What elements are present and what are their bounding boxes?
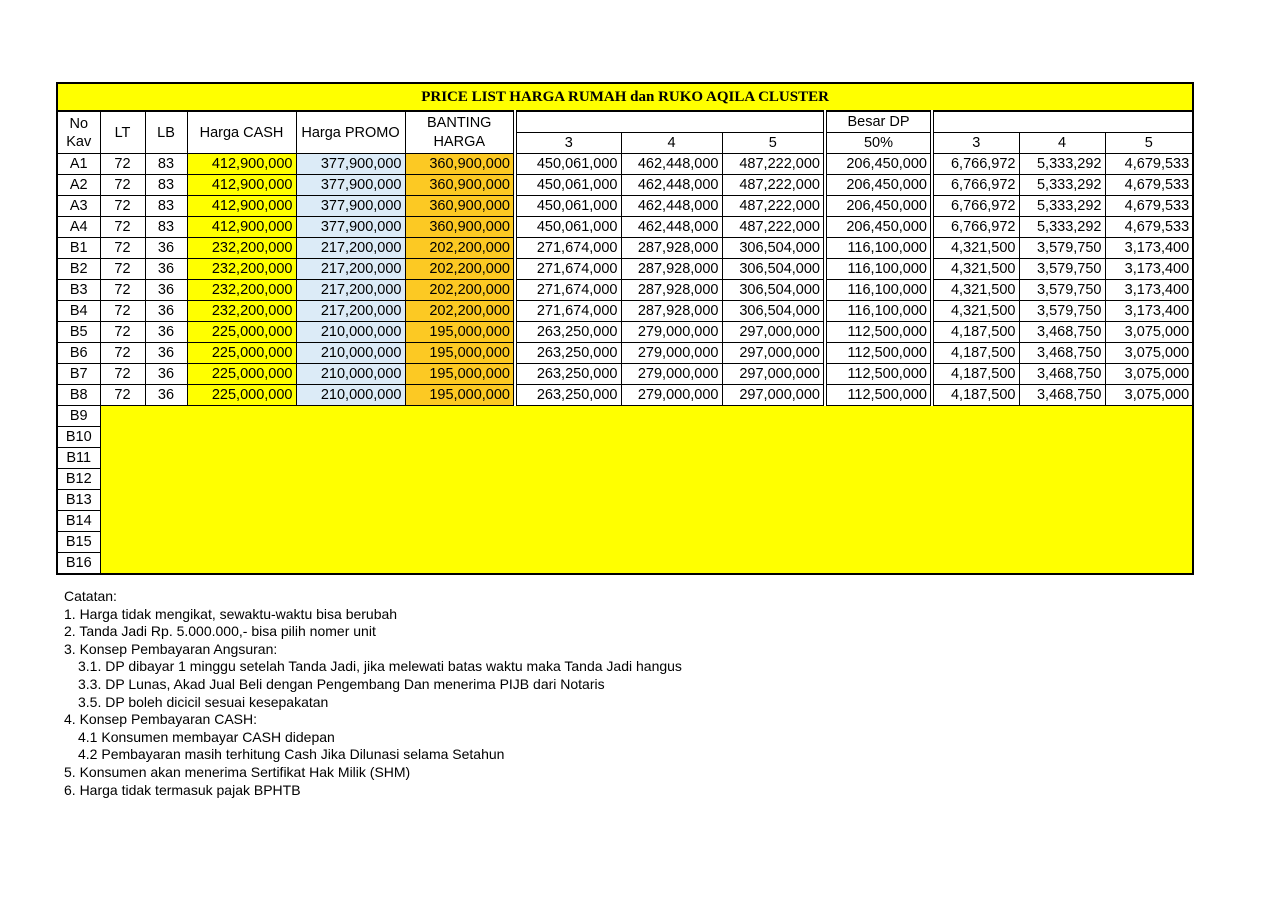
cell-besar-dp: 112,500,000 [825, 385, 932, 406]
note-item: 4.1 Konsumen membayar CASH didepan [78, 728, 335, 745]
cell-besar-dp: 116,100,000 [825, 301, 932, 322]
header-lb: LB [145, 111, 187, 154]
cell-banting-harga: 360,900,000 [405, 196, 515, 217]
table-row [57, 217, 1193, 238]
cell-harga-promo: 377,900,000 [296, 196, 405, 217]
cell-angsuran-b-5: 3,173,400 [1105, 280, 1193, 301]
cell-angsuran-b-5: 3,075,000 [1105, 385, 1193, 406]
cell-angsuran-a-5: 297,000,000 [722, 364, 825, 385]
note-item: 4. Konsep Pembayaran CASH: [64, 711, 257, 728]
cell-angsuran-a-3: 263,250,000 [515, 322, 621, 343]
cell-lt: 72 [100, 175, 145, 196]
cell-banting-harga: 360,900,000 [405, 154, 515, 175]
header-no-kav [57, 111, 100, 154]
cell-angsuran-b-5: 3,075,000 [1105, 343, 1193, 364]
cell-angsuran-b-3: 4,187,500 [932, 385, 1019, 406]
table-row [57, 175, 1193, 196]
table-title: PRICE LIST HARGA RUMAH dan RUKO AQILA CLUSTER [57, 83, 1193, 111]
cell-angsuran-b-5: 3,173,400 [1105, 238, 1193, 259]
cell-harga-promo: 210,000,000 [296, 343, 405, 364]
cell-angsuran-b-5: 4,679,533 [1105, 217, 1193, 238]
header-lt: LT [100, 111, 145, 154]
cell-harga-cash: 232,200,000 [187, 238, 296, 259]
cell-angsuran-a-3: 271,674,000 [515, 238, 621, 259]
cell-angsuran-b-4: 3,468,750 [1019, 385, 1105, 406]
cell-lt: 72 [100, 364, 145, 385]
cell-angsuran-b-3: 4,321,500 [932, 301, 1019, 322]
notes-heading: Catatan: [64, 588, 117, 604]
note-item: 4.2 Pembayaran masih terhitung Cash Jika Dilunasi selama Setahun [78, 746, 505, 763]
cell-angsuran-a-3: 263,250,000 [515, 385, 621, 406]
cell-angsuran-a-4: 287,928,000 [621, 301, 722, 322]
cell-angsuran-a-4: 462,448,000 [621, 154, 722, 175]
note-item: 1. Harga tidak mengikat, sewaktu-waktu bisa berubah [64, 605, 398, 622]
cell-banting-harga: 202,200,000 [405, 301, 515, 322]
header-banting-line2: HARGA [433, 133, 486, 150]
cell-harga-cash: 225,000,000 [187, 385, 296, 406]
cell-harga-cash: 412,900,000 [187, 196, 296, 217]
cell-kav: B1 [57, 238, 100, 259]
cell-harga-cash: 232,200,000 [187, 301, 296, 322]
cell-lt: 72 [100, 322, 145, 343]
cell-harga-cash: 412,900,000 [187, 175, 296, 196]
price-list-sheet [56, 82, 1192, 575]
cell-kav: B7 [57, 364, 100, 385]
cell-angsuran-b-4: 3,579,750 [1019, 238, 1105, 259]
cell-banting-harga: 195,000,000 [405, 343, 515, 364]
cell-harga-promo: 217,200,000 [296, 238, 405, 259]
cell-angsuran-a-3: 450,061,000 [515, 154, 621, 175]
cell-angsuran-a-4: 279,000,000 [621, 343, 722, 364]
cell-angsuran-a-5: 306,504,000 [722, 301, 825, 322]
cell-kav: B13 [57, 490, 100, 511]
table-row [57, 343, 1193, 364]
cell-angsuran-a-5: 306,504,000 [722, 259, 825, 280]
cell-angsuran-b-4: 5,333,292 [1019, 175, 1105, 196]
cell-angsuran-b-5: 3,075,000 [1105, 364, 1193, 385]
header-tenor-b-3: 3 [932, 133, 1019, 154]
cell-angsuran-b-3: 4,187,500 [932, 322, 1019, 343]
cell-besar-dp: 112,500,000 [825, 322, 932, 343]
cell-lt: 72 [100, 385, 145, 406]
cell-angsuran-a-3: 263,250,000 [515, 343, 621, 364]
cell-kav: B14 [57, 511, 100, 532]
cell-banting-harga: 360,900,000 [405, 217, 515, 238]
cell-harga-cash: 412,900,000 [187, 217, 296, 238]
cell-besar-dp: 116,100,000 [825, 259, 932, 280]
table-row [57, 322, 1193, 343]
cell-angsuran-a-4: 287,928,000 [621, 259, 722, 280]
cell-lt: 72 [100, 259, 145, 280]
cell-kav: B8 [57, 385, 100, 406]
table-row [57, 259, 1193, 280]
cell-angsuran-b-5: 4,679,533 [1105, 154, 1193, 175]
header-tenor-b-4: 4 [1019, 133, 1105, 154]
cell-banting-harga: 202,200,000 [405, 238, 515, 259]
cell-angsuran-b-4: 5,333,292 [1019, 217, 1105, 238]
cell-angsuran-b-4: 3,468,750 [1019, 364, 1105, 385]
cell-besar-dp: 206,450,000 [825, 154, 932, 175]
cell-harga-cash: 225,000,000 [187, 343, 296, 364]
cell-angsuran-b-5: 3,173,400 [1105, 301, 1193, 322]
cell-besar-dp: 112,500,000 [825, 343, 932, 364]
header-harga-cash: Harga CASH [187, 111, 296, 154]
cell-angsuran-a-3: 271,674,000 [515, 301, 621, 322]
cell-kav: B15 [57, 532, 100, 553]
cell-angsuran-a-5: 487,222,000 [722, 154, 825, 175]
cell-kav: B11 [57, 448, 100, 469]
cell-angsuran-a-3: 450,061,000 [515, 196, 621, 217]
cell-angsuran-a-4: 462,448,000 [621, 196, 722, 217]
cell-angsuran-b-4: 5,333,292 [1019, 154, 1105, 175]
cell-harga-promo: 210,000,000 [296, 385, 405, 406]
header-besar-dp-percent: 50% [825, 133, 932, 154]
header-tenor-a-4: 4 [621, 133, 722, 154]
cell-harga-promo: 377,900,000 [296, 217, 405, 238]
cell-lt: 72 [100, 343, 145, 364]
table-row [57, 301, 1193, 322]
cell-kav: B12 [57, 469, 100, 490]
header-harga-promo: Harga PROMO [296, 111, 405, 154]
cell-banting-harga: 202,200,000 [405, 259, 515, 280]
cell-angsuran-b-3: 6,766,972 [932, 217, 1019, 238]
cell-angsuran-b-3: 4,187,500 [932, 364, 1019, 385]
note-item: 3.3. DP Lunas, Akad Jual Beli dengan Pengembang Dan menerima PIJB dari Notaris [78, 675, 605, 692]
cell-angsuran-a-4: 279,000,000 [621, 322, 722, 343]
cell-angsuran-a-4: 279,000,000 [621, 364, 722, 385]
cell-angsuran-a-4: 279,000,000 [621, 385, 722, 406]
cell-angsuran-b-3: 4,321,500 [932, 280, 1019, 301]
cell-lt: 72 [100, 280, 145, 301]
price-table [56, 82, 1194, 575]
cell-lb: 36 [145, 385, 187, 406]
table-row [57, 154, 1193, 175]
cell-harga-promo: 377,900,000 [296, 154, 405, 175]
header-tenor-b-5: 5 [1105, 133, 1193, 154]
cell-angsuran-a-3: 271,674,000 [515, 259, 621, 280]
cell-lb: 83 [145, 154, 187, 175]
table-row [57, 364, 1193, 385]
cell-angsuran-a-4: 287,928,000 [621, 238, 722, 259]
empty-units-fill [100, 406, 1193, 575]
cell-lt: 72 [100, 301, 145, 322]
header-tenor-a-5: 5 [722, 133, 825, 154]
cell-angsuran-a-4: 462,448,000 [621, 175, 722, 196]
cell-angsuran-b-3: 4,321,500 [932, 238, 1019, 259]
table-row [57, 196, 1193, 217]
header-tenor-a-group [515, 111, 825, 133]
cell-angsuran-b-4: 3,579,750 [1019, 280, 1105, 301]
header-banting-line1: BANTING [427, 114, 492, 131]
table-row [57, 238, 1193, 259]
cell-banting-harga: 195,000,000 [405, 385, 515, 406]
cell-angsuran-b-4: 3,468,750 [1019, 343, 1105, 364]
cell-harga-promo: 217,200,000 [296, 280, 405, 301]
cell-harga-promo: 210,000,000 [296, 322, 405, 343]
cell-kav: A4 [57, 217, 100, 238]
header-besar-dp: Besar DP [825, 111, 932, 133]
cell-kav: B5 [57, 322, 100, 343]
cell-angsuran-a-3: 271,674,000 [515, 280, 621, 301]
cell-angsuran-a-5: 297,000,000 [722, 322, 825, 343]
cell-harga-promo: 217,200,000 [296, 301, 405, 322]
note-item: 3.1. DP dibayar 1 minggu setelah Tanda Jadi, jika melewati batas waktu maka Tanda Jadi hangus [78, 658, 682, 675]
note-item: 3. Konsep Pembayaran Angsuran: [64, 640, 278, 657]
cell-harga-promo: 210,000,000 [296, 364, 405, 385]
header-no-kav-line1: No [69, 115, 89, 132]
cell-angsuran-a-3: 450,061,000 [515, 175, 621, 196]
cell-angsuran-b-4: 3,579,750 [1019, 301, 1105, 322]
note-item: 2. Tanda Jadi Rp. 5.000.000,- bisa pilih nomer unit [64, 623, 376, 640]
cell-angsuran-a-5: 487,222,000 [722, 196, 825, 217]
table-row-empty [57, 406, 1193, 427]
cell-angsuran-a-5: 306,504,000 [722, 280, 825, 301]
cell-lb: 36 [145, 238, 187, 259]
cell-kav: B10 [57, 427, 100, 448]
cell-besar-dp: 116,100,000 [825, 238, 932, 259]
note-item: 3.5. DP boleh dicicil sesuai kesepakatan [78, 693, 329, 710]
cell-angsuran-b-4: 3,468,750 [1019, 322, 1105, 343]
cell-kav: A3 [57, 196, 100, 217]
cell-harga-cash: 412,900,000 [187, 154, 296, 175]
cell-angsuran-b-5: 3,173,400 [1105, 259, 1193, 280]
header-no-kav-line2: Kav [66, 133, 92, 150]
cell-angsuran-a-3: 263,250,000 [515, 364, 621, 385]
cell-harga-cash: 225,000,000 [187, 364, 296, 385]
cell-angsuran-b-5: 4,679,533 [1105, 196, 1193, 217]
cell-lt: 72 [100, 154, 145, 175]
cell-angsuran-b-3: 6,766,972 [932, 175, 1019, 196]
cell-lt: 72 [100, 196, 145, 217]
cell-kav: B3 [57, 280, 100, 301]
cell-lb: 36 [145, 364, 187, 385]
cell-harga-cash: 225,000,000 [187, 322, 296, 343]
cell-harga-cash: 232,200,000 [187, 280, 296, 301]
cell-besar-dp: 116,100,000 [825, 280, 932, 301]
cell-kav: B4 [57, 301, 100, 322]
cell-angsuran-a-4: 462,448,000 [621, 217, 722, 238]
cell-lt: 72 [100, 217, 145, 238]
cell-angsuran-a-5: 487,222,000 [722, 175, 825, 196]
cell-kav: A2 [57, 175, 100, 196]
cell-lb: 36 [145, 259, 187, 280]
cell-lb: 83 [145, 217, 187, 238]
cell-besar-dp: 206,450,000 [825, 175, 932, 196]
cell-angsuran-a-5: 297,000,000 [722, 343, 825, 364]
cell-angsuran-a-3: 450,061,000 [515, 217, 621, 238]
note-item: 5. Konsumen akan menerima Sertifikat Hak Milik (SHM) [64, 763, 411, 780]
cell-banting-harga: 195,000,000 [405, 322, 515, 343]
cell-lb: 36 [145, 322, 187, 343]
table-row [57, 385, 1193, 406]
cell-kav: B2 [57, 259, 100, 280]
cell-angsuran-b-3: 4,321,500 [932, 259, 1019, 280]
cell-angsuran-b-3: 4,187,500 [932, 343, 1019, 364]
header-tenor-b-group [932, 111, 1193, 133]
cell-angsuran-b-5: 4,679,533 [1105, 175, 1193, 196]
table-row [57, 280, 1193, 301]
cell-angsuran-b-4: 5,333,292 [1019, 196, 1105, 217]
cell-angsuran-b-4: 3,579,750 [1019, 259, 1105, 280]
cell-angsuran-a-5: 297,000,000 [722, 385, 825, 406]
cell-lb: 36 [145, 301, 187, 322]
cell-harga-promo: 377,900,000 [296, 175, 405, 196]
cell-banting-harga: 202,200,000 [405, 280, 515, 301]
cell-besar-dp: 206,450,000 [825, 196, 932, 217]
cell-kav: B6 [57, 343, 100, 364]
cell-besar-dp: 112,500,000 [825, 364, 932, 385]
cell-besar-dp: 206,450,000 [825, 217, 932, 238]
cell-angsuran-b-3: 6,766,972 [932, 154, 1019, 175]
cell-lb: 36 [145, 280, 187, 301]
cell-angsuran-a-5: 487,222,000 [722, 217, 825, 238]
cell-lb: 83 [145, 175, 187, 196]
note-item: 6. Harga tidak termasuk pajak BPHTB [64, 781, 301, 798]
cell-kav: B16 [57, 553, 100, 575]
notes-section [64, 588, 682, 799]
cell-angsuran-b-5: 3,075,000 [1105, 322, 1193, 343]
header-tenor-a-3: 3 [515, 133, 621, 154]
cell-angsuran-b-3: 6,766,972 [932, 196, 1019, 217]
cell-harga-promo: 217,200,000 [296, 259, 405, 280]
cell-lb: 36 [145, 343, 187, 364]
cell-kav: B9 [57, 406, 100, 427]
cell-lt: 72 [100, 238, 145, 259]
cell-harga-cash: 232,200,000 [187, 259, 296, 280]
cell-angsuran-a-5: 306,504,000 [722, 238, 825, 259]
header-banting-harga [405, 111, 515, 154]
cell-lb: 83 [145, 196, 187, 217]
cell-banting-harga: 360,900,000 [405, 175, 515, 196]
cell-angsuran-a-4: 287,928,000 [621, 280, 722, 301]
cell-banting-harga: 195,000,000 [405, 364, 515, 385]
cell-kav: A1 [57, 154, 100, 175]
